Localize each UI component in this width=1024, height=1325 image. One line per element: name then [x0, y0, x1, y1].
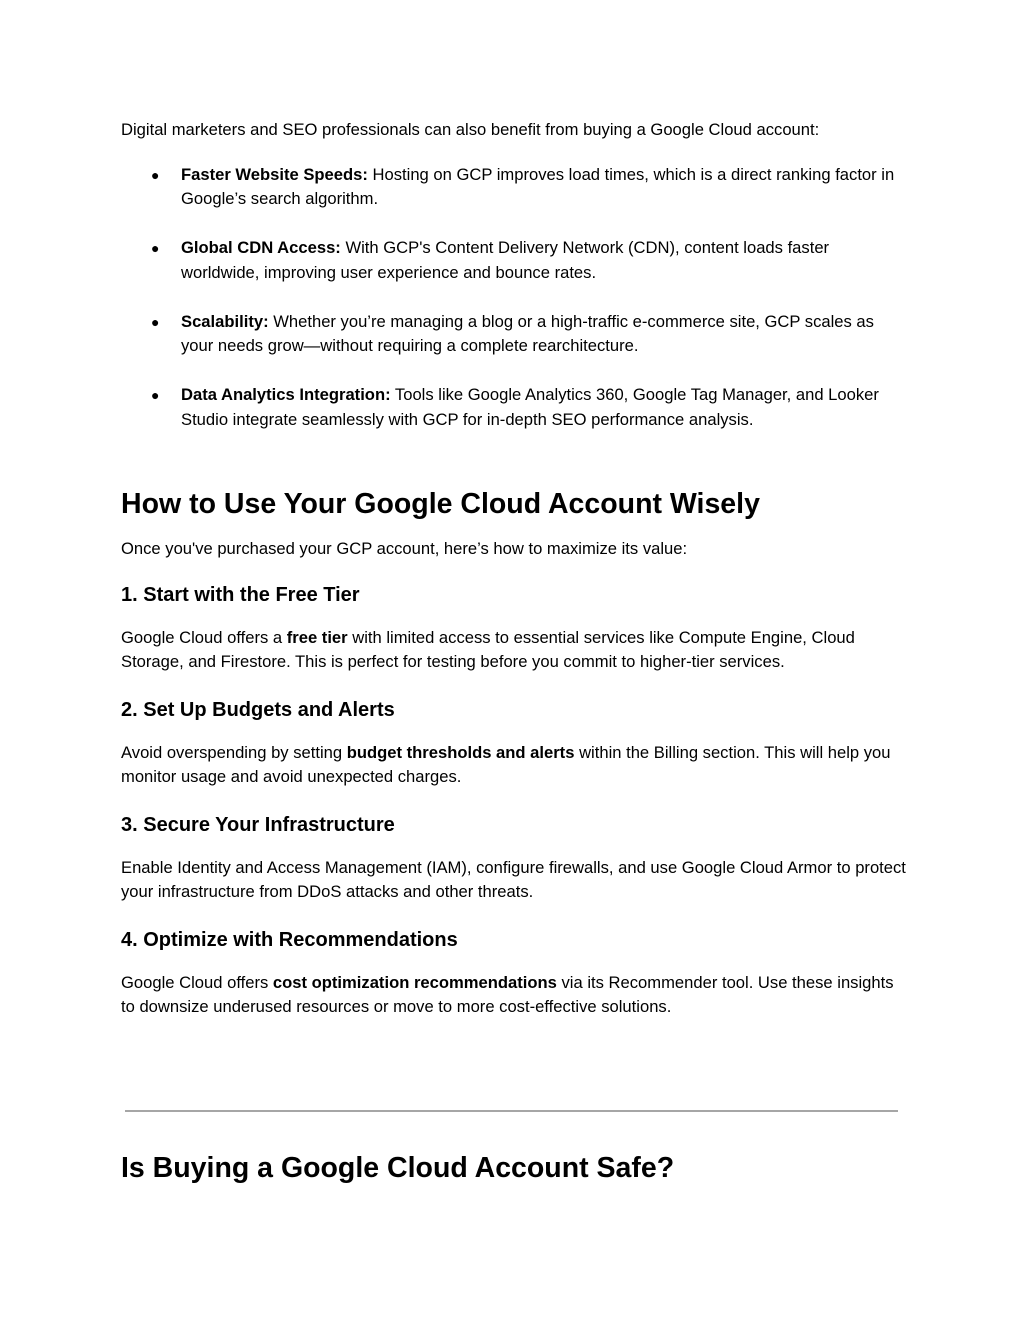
intro-paragraph: Digital marketers and SEO professionals can also benefit from buying a Google Cloud account: — [121, 120, 820, 139]
step-heading: 3. Secure Your Infrastructure — [121, 813, 395, 836]
list-item-title: Data Analytics Integration: — [181, 385, 391, 404]
step-bold-text: budget thresholds and alerts — [346, 742, 575, 762]
list-item-text: Whether you’re managing a blog or a high-traffic e-commerce site, GCP scales as your needs grow—without requiring a complete rearchitecture. — [181, 311, 874, 355]
bullet-icon: ● — [151, 387, 160, 403]
step-text: Enable Identity and Access Management (IAM), configure firewalls, and use Google Cloud Armor to protect your infrastructure from DDoS attacks and other threats. — [121, 857, 906, 901]
bullet-icon: ● — [151, 240, 160, 256]
list-item — [121, 163, 906, 212]
section-intro-paragraph: Once you've purchased your GCP account, here’s how to maximize its value: — [121, 539, 688, 558]
step-text: within the Billing section. This will help you monitor usage and avoid unexpected charges. — [121, 742, 891, 786]
horizontal-divider — [125, 1110, 898, 1112]
step-heading: 1. Start with the Free Tier — [121, 583, 360, 606]
document-content — [121, 118, 906, 1020]
step-text: Google Cloud offers — [121, 972, 273, 992]
step-bold-text: free tier — [286, 627, 348, 647]
step-heading: 2. Set Up Budgets and Alerts — [121, 698, 395, 721]
step-paragraph — [121, 856, 906, 905]
step-heading: 4. Optimize with Recommendations — [121, 928, 458, 951]
list-item — [121, 383, 906, 432]
list-item — [121, 310, 906, 359]
list-item — [121, 236, 906, 285]
step-paragraph — [121, 626, 906, 675]
step-text: Google Cloud offers a — [121, 627, 287, 647]
step-text: via its Recommender tool. Use these insights to downsize underused resources or move to more cost-effective solutions. — [121, 972, 894, 1016]
list-item-text: Tools like Google Analytics 360, Google Tag Manager, and Looker Studio integrate seamlessly with GCP for in-depth SEO performance analysis. — [181, 385, 879, 429]
section-heading-is-safe: Is Buying a Google Cloud Account Safe? — [121, 1152, 675, 1184]
list-item-title: Faster Website Speeds: — [181, 164, 368, 184]
step-text: with limited access to essential services like Compute Engine, Cloud Storage, and Firestore. This is perfect for testing before you commit to higher-tier services. — [121, 627, 855, 671]
benefits-list — [121, 163, 906, 433]
step-bold-text: cost optimization recommendations — [272, 972, 557, 992]
list-item-text: Hosting on GCP improves load times, which is a direct ranking factor in Google’s search algorithm. — [181, 164, 895, 208]
list-item-title: Global CDN Access: — [181, 238, 341, 257]
step-paragraph — [121, 741, 906, 790]
bullet-icon: ● — [151, 166, 160, 183]
bullet-icon: ● — [151, 313, 160, 330]
section-heading-use-wisely: How to Use Your Google Cloud Account Wisely — [121, 488, 760, 520]
step-paragraph — [121, 971, 906, 1020]
step-text: Avoid overspending by setting — [121, 742, 347, 762]
list-item-title: Scalability: — [181, 311, 269, 331]
list-item-text: With GCP's Content Delivery Network (CDN), content loads faster worldwide, improving user experience and bounce rates. — [181, 238, 830, 282]
